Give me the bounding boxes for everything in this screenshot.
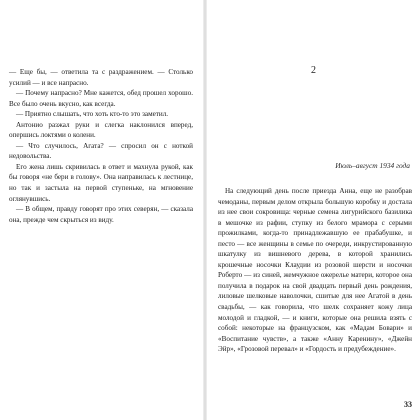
paragraph: Антонио разжал руки и слегка наклонился вперед, опершись локтями о колени. [9,120,193,140]
paragraph: — Почему напрасно? Мне кажется, обед прошел хорошо. Все было очень вкусно, как всегда. [9,89,193,108]
chapter-date: Июль–август 1934 года [335,161,410,170]
paragraph: На следующий день после приезда Анна, еще не разобрав чемоданы, первым делом открыла большую коробку и достала из нее свои сокровища: черные семена лигурийского базилика в мешочке из рафии, ступку из белого мрамора с серыми прожилками, когда-то принадлежавшую ее прабабушке, и песто — все женщины в семье по очереди, инкрустированную шкатулку из вишневого дерева, в которой хранились крошечные носочки Клаудии из розовой шерсти и носочки Роберто — из синей, жемчужное ожерелье матери, которое она получила в подарок на свой двадцать первый день рождения, лиловые шелковые наволочки, сшитые для нее Агатой в день свадьбы, — как говорила, что шелк сохраняет кожу лица молодой и гладкой, — и книги, которые она решила взять с собой: некоторые на французском, как «Мадам Бовари» и «Воспитание чувств», а также «Анну Каренину», «Джейн Эйр», «Грозовой перевал» и «Гордость и предубеждение». [218,187,412,354]
paragraph: — Приятно слышать, что хоть кто-то это заметил. [16,110,169,119]
left-page [0,0,203,420]
right-page [207,0,420,420]
chapter-number: 2 [311,65,316,76]
left-page-text [9,67,193,225]
paragraph: — Еще бы, — ответила та с раздражением. — Столько усилий — и все напрасно. [9,68,193,87]
paragraph: Его жена лишь скривилась в ответ и махнула рукой, как бы говоря «не бери в голову». Она направилась к лестнице, но так и застыла на первой ступеньке, на мгновение оглянувшись. [9,162,193,203]
paragraph: — В общем, правду говорят про этих северян, — сказала она, прежде чем скрыться из виду. [9,205,193,224]
paragraph: — Что случилось, Агата? — спросил он с ноткой недовольства. [9,141,193,161]
page-number: 33 [404,400,412,409]
right-page-text [218,186,412,355]
